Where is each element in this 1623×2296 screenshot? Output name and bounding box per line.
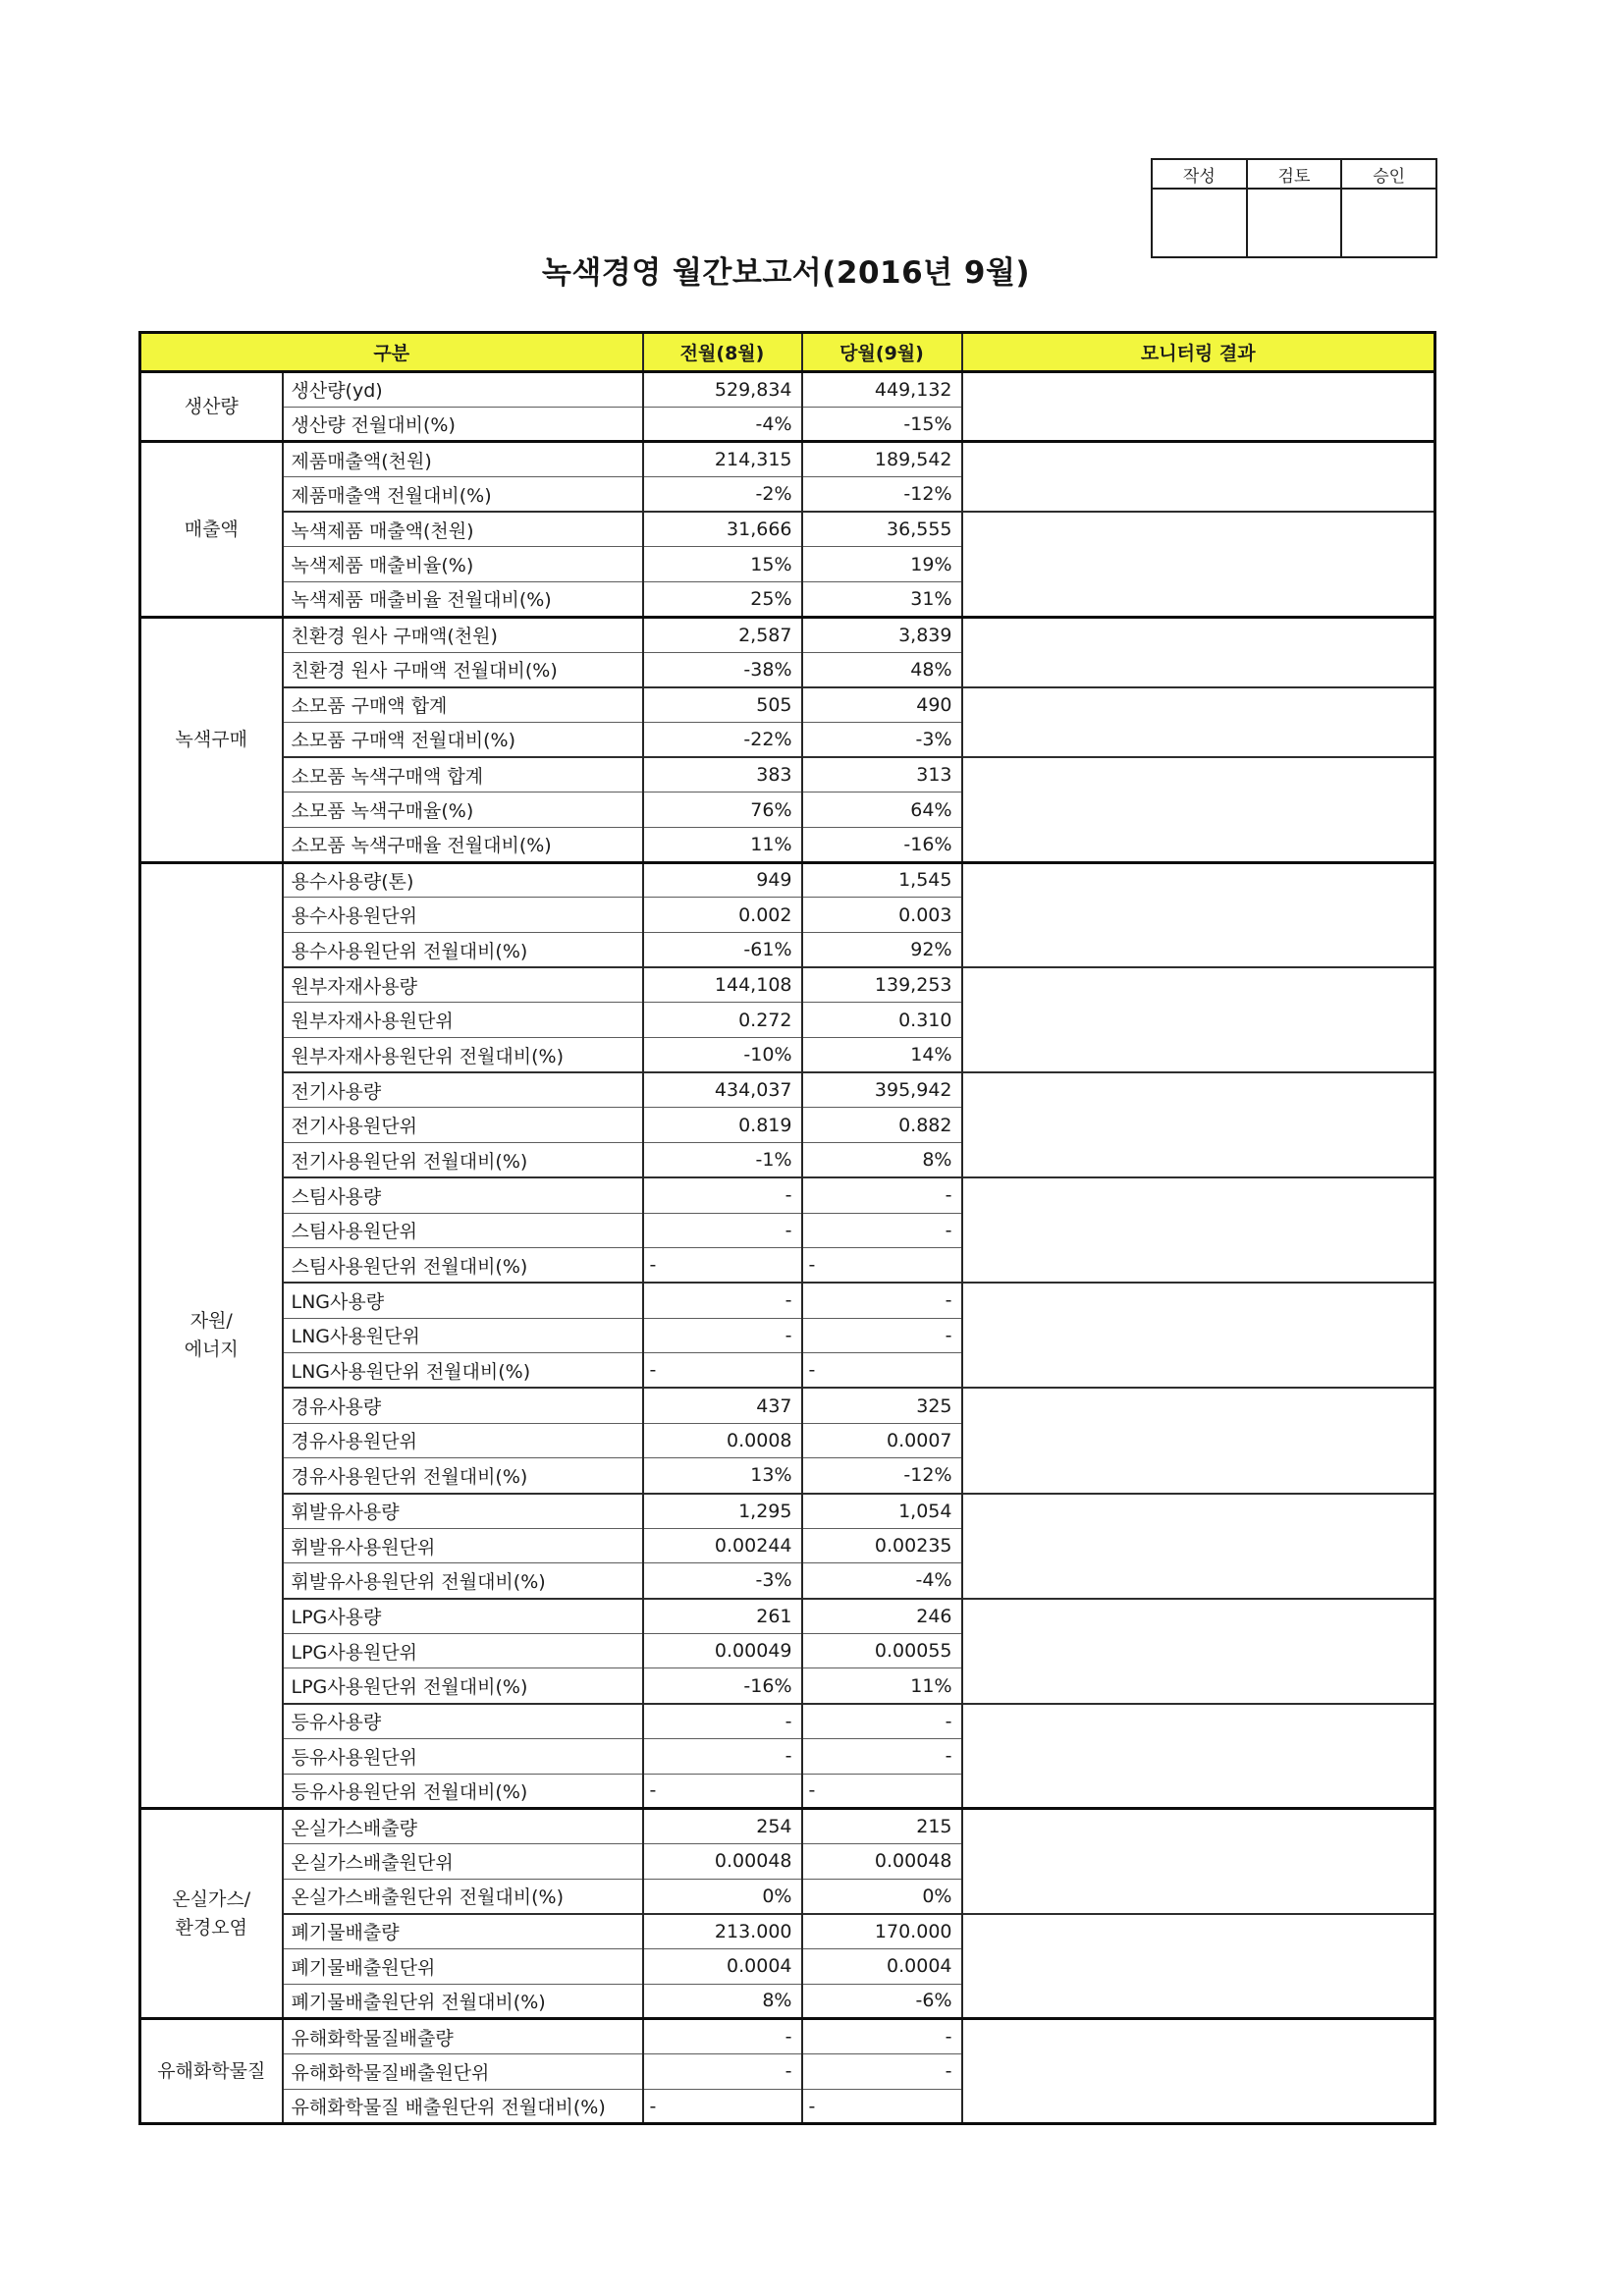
table-row: [140, 1177, 1435, 1213]
curr-month-value-cell: 36,555: [802, 512, 962, 547]
curr-month-value-cell: -: [802, 2054, 962, 2090]
prev-month-value-cell: 214,315: [643, 442, 802, 477]
prev-month-value-cell: 0%: [643, 1879, 802, 1914]
curr-month-value-cell: 48%: [802, 652, 962, 687]
header-category: 구분: [140, 333, 643, 372]
curr-month-value-cell: 0.310: [802, 1003, 962, 1038]
table-row: [140, 1599, 1435, 1634]
curr-month-value-cell: 8%: [802, 1143, 962, 1178]
curr-month-value-cell: 92%: [802, 933, 962, 968]
prev-month-value-cell: 383: [643, 757, 802, 793]
curr-month-value-cell: -12%: [802, 1458, 962, 1494]
item-label-cell: 친환경 원사 구매액 전월대비(%): [283, 652, 643, 687]
prev-month-value-cell: 144,108: [643, 967, 802, 1003]
item-label-cell: 생산량(yd): [283, 372, 643, 408]
item-label-cell: 스팀사용량: [283, 1177, 643, 1213]
table-row: [140, 1809, 1435, 1844]
item-label-cell: 원부자재사용원단위 전월대비(%): [283, 1038, 643, 1073]
item-label-cell: 스팀사용원단위: [283, 1213, 643, 1248]
approval-header-row: [1152, 159, 1436, 189]
item-label-cell: LPG사용원단위 전월대비(%): [283, 1668, 643, 1704]
monitoring-result-cell: [962, 1914, 1435, 2019]
prev-month-value-cell: 25%: [643, 582, 802, 618]
curr-month-value-cell: 1,545: [802, 862, 962, 898]
curr-month-value-cell: 139,253: [802, 967, 962, 1003]
prev-month-value-cell: 11%: [643, 827, 802, 862]
table-row: [140, 862, 1435, 898]
curr-month-value-cell: 246: [802, 1599, 962, 1634]
header-monitoring: 모니터링 결과: [962, 333, 1435, 372]
monitoring-result-cell: [962, 372, 1435, 442]
curr-month-value-cell: -: [802, 1213, 962, 1248]
monitoring-result-cell: [962, 967, 1435, 1072]
prev-month-value-cell: 31,666: [643, 512, 802, 547]
curr-month-value-cell: 0.003: [802, 898, 962, 933]
prev-month-value-cell: 529,834: [643, 372, 802, 408]
monitoring-result-cell: [962, 2019, 1435, 2124]
table-row: [140, 2019, 1435, 2054]
item-label-cell: 소모품 녹색구매율(%): [283, 793, 643, 828]
item-label-cell: 용수사용량(톤): [283, 862, 643, 898]
prev-month-value-cell: 0.002: [643, 898, 802, 933]
category-cell: 녹색구매: [140, 617, 283, 862]
item-label-cell: 폐기물배출원단위: [283, 1948, 643, 1984]
curr-month-value-cell: 325: [802, 1388, 962, 1423]
prev-month-value-cell: -61%: [643, 933, 802, 968]
item-label-cell: 녹색제품 매출비율 전월대비(%): [283, 582, 643, 618]
curr-month-value-cell: 189,542: [802, 442, 962, 477]
curr-month-value-cell: 0.882: [802, 1108, 962, 1143]
prev-month-value-cell: -4%: [643, 407, 802, 442]
approval-signoff-box: [1151, 158, 1437, 258]
monitoring-result-cell: [962, 512, 1435, 617]
prev-month-value-cell: 261: [643, 1599, 802, 1634]
item-label-cell: 소모품 녹색구매액 합계: [283, 757, 643, 793]
curr-month-value-cell: 0.0004: [802, 1948, 962, 1984]
prev-month-value-cell: -1%: [643, 1143, 802, 1178]
table-row: [140, 1914, 1435, 1949]
table-row: [140, 617, 1435, 652]
prev-month-value-cell: -16%: [643, 1668, 802, 1704]
curr-month-value-cell: 19%: [802, 547, 962, 582]
curr-month-value-cell: 313: [802, 757, 962, 793]
table-row: [140, 1283, 1435, 1318]
prev-month-value-cell: 0.00049: [643, 1633, 802, 1668]
curr-month-value-cell: -: [802, 1177, 962, 1213]
monitoring-result-cell: [962, 1494, 1435, 1599]
curr-month-value-cell: 11%: [802, 1668, 962, 1704]
prev-month-value-cell: -: [643, 1318, 802, 1353]
prev-month-value-cell: 213.000: [643, 1914, 802, 1949]
item-label-cell: LNG사용원단위 전월대비(%): [283, 1353, 643, 1389]
monitoring-result-cell: [962, 617, 1435, 686]
curr-month-value-cell: 1,054: [802, 1494, 962, 1529]
item-label-cell: LNG사용원단위: [283, 1318, 643, 1353]
report-table-body: [140, 372, 1435, 2124]
item-label-cell: 전기사용원단위 전월대비(%): [283, 1143, 643, 1178]
prev-month-value-cell: -: [643, 1704, 802, 1739]
prev-month-value-cell: -: [643, 1353, 802, 1389]
prev-month-value-cell: 1,295: [643, 1494, 802, 1529]
curr-month-value-cell: -: [802, 1353, 962, 1389]
curr-month-value-cell: 0.00235: [802, 1528, 962, 1563]
approval-col-review: 검토: [1247, 159, 1342, 189]
category-cell: 유해화학물질: [140, 2019, 283, 2124]
prev-month-value-cell: 2,587: [643, 617, 802, 652]
table-row: [140, 757, 1435, 793]
item-label-cell: 원부자재사용원단위: [283, 1003, 643, 1038]
approval-col-write: 작성: [1152, 159, 1247, 189]
curr-month-value-cell: -: [802, 2089, 962, 2124]
category-cell: 생산량: [140, 372, 283, 442]
report-table: [138, 331, 1436, 2125]
item-label-cell: LNG사용량: [283, 1283, 643, 1318]
item-label-cell: 등유사용원단위 전월대비(%): [283, 1774, 643, 1809]
item-label-cell: 제품매출액(천원): [283, 442, 643, 477]
monitoring-result-cell: [962, 862, 1435, 967]
curr-month-value-cell: -15%: [802, 407, 962, 442]
monitoring-result-cell: [962, 1599, 1435, 1704]
curr-month-value-cell: 0%: [802, 1879, 962, 1914]
table-row: [140, 967, 1435, 1003]
prev-month-value-cell: 76%: [643, 793, 802, 828]
prev-month-value-cell: 437: [643, 1388, 802, 1423]
prev-month-value-cell: 0.00048: [643, 1843, 802, 1879]
curr-month-value-cell: -: [802, 1283, 962, 1318]
item-label-cell: LPG사용량: [283, 1599, 643, 1634]
item-label-cell: 전기사용원단위: [283, 1108, 643, 1143]
item-label-cell: 온실가스배출원단위 전월대비(%): [283, 1879, 643, 1914]
prev-month-value-cell: 0.272: [643, 1003, 802, 1038]
curr-month-value-cell: -16%: [802, 827, 962, 862]
page-title: 녹색경영 월간보고서(2016년 9월): [541, 255, 1031, 291]
curr-month-value-cell: 31%: [802, 582, 962, 618]
prev-month-value-cell: -3%: [643, 1563, 802, 1599]
item-label-cell: 친환경 원사 구매액(천원): [283, 617, 643, 652]
prev-month-value-cell: -: [643, 2089, 802, 2124]
curr-month-value-cell: -: [802, 1704, 962, 1739]
item-label-cell: 등유사용량: [283, 1704, 643, 1739]
item-label-cell: 용수사용원단위 전월대비(%): [283, 933, 643, 968]
monitoring-result-cell: [962, 1283, 1435, 1388]
item-label-cell: 경유사용량: [283, 1388, 643, 1423]
prev-month-value-cell: -22%: [643, 722, 802, 757]
prev-month-value-cell: -: [643, 1177, 802, 1213]
item-label-cell: 경유사용원단위: [283, 1423, 643, 1458]
prev-month-value-cell: 505: [643, 687, 802, 723]
prev-month-value-cell: 254: [643, 1809, 802, 1844]
item-label-cell: 휘발유사용원단위 전월대비(%): [283, 1563, 643, 1599]
item-label-cell: 폐기물배출량: [283, 1914, 643, 1949]
item-label-cell: 소모품 녹색구매율 전월대비(%): [283, 827, 643, 862]
table-row: [140, 1072, 1435, 1108]
item-label-cell: 폐기물배출원단위 전월대비(%): [283, 1984, 643, 2019]
prev-month-value-cell: 15%: [643, 547, 802, 582]
prev-month-value-cell: -: [643, 1248, 802, 1284]
item-label-cell: 유해화학물질배출량: [283, 2019, 643, 2054]
curr-month-value-cell: 449,132: [802, 372, 962, 408]
curr-month-value-cell: 395,942: [802, 1072, 962, 1108]
item-label-cell: 경유사용원단위 전월대비(%): [283, 1458, 643, 1494]
header-prev-month: 전월(8월): [643, 333, 802, 372]
item-label-cell: 소모품 구매액 전월대비(%): [283, 722, 643, 757]
monitoring-result-cell: [962, 1177, 1435, 1283]
prev-month-value-cell: 0.0008: [643, 1423, 802, 1458]
curr-month-value-cell: 64%: [802, 793, 962, 828]
prev-month-value-cell: -10%: [643, 1038, 802, 1073]
prev-month-value-cell: -: [643, 1774, 802, 1809]
table-row: [140, 442, 1435, 477]
prev-month-value-cell: 0.00244: [643, 1528, 802, 1563]
table-row: [140, 1494, 1435, 1529]
prev-month-value-cell: -: [643, 2054, 802, 2090]
curr-month-value-cell: -: [802, 1318, 962, 1353]
item-label-cell: 휘발유사용량: [283, 1494, 643, 1529]
item-label-cell: 온실가스배출원단위: [283, 1843, 643, 1879]
approval-col-approve: 승인: [1341, 159, 1436, 189]
table-row: [140, 1704, 1435, 1739]
item-label-cell: 녹색제품 매출액(천원): [283, 512, 643, 547]
monitoring-result-cell: [962, 1388, 1435, 1493]
table-row: [140, 372, 1435, 408]
prev-month-value-cell: -38%: [643, 652, 802, 687]
prev-month-value-cell: 13%: [643, 1458, 802, 1494]
item-label-cell: 온실가스배출량: [283, 1809, 643, 1844]
item-label-cell: 녹색제품 매출비율(%): [283, 547, 643, 582]
item-label-cell: 용수사용원단위: [283, 898, 643, 933]
curr-month-value-cell: -6%: [802, 1984, 962, 2019]
monitoring-result-cell: [962, 757, 1435, 862]
item-label-cell: 휘발유사용원단위: [283, 1528, 643, 1563]
category-cell: 매출액: [140, 442, 283, 617]
prev-month-value-cell: -: [643, 1213, 802, 1248]
curr-month-value-cell: -: [802, 1774, 962, 1809]
category-cell: 온실가스/ 환경오염: [140, 1809, 283, 2019]
table-row: [140, 687, 1435, 723]
curr-month-value-cell: -: [802, 1738, 962, 1774]
table-row: [140, 512, 1435, 547]
item-label-cell: LPG사용원단위: [283, 1633, 643, 1668]
monitoring-result-cell: [962, 687, 1435, 757]
curr-month-value-cell: 0.00055: [802, 1633, 962, 1668]
monitoring-result-cell: [962, 442, 1435, 512]
item-label-cell: 원부자재사용량: [283, 967, 643, 1003]
prev-month-value-cell: 0.819: [643, 1108, 802, 1143]
curr-month-value-cell: 0.0007: [802, 1423, 962, 1458]
curr-month-value-cell: 215: [802, 1809, 962, 1844]
prev-month-value-cell: 0.0004: [643, 1948, 802, 1984]
monitoring-result-cell: [962, 1809, 1435, 1914]
item-label-cell: 스팀사용원단위 전월대비(%): [283, 1248, 643, 1284]
item-label-cell: 제품매출액 전월대비(%): [283, 477, 643, 513]
item-label-cell: 생산량 전월대비(%): [283, 407, 643, 442]
table-row: [140, 1388, 1435, 1423]
prev-month-value-cell: -: [643, 2019, 802, 2054]
curr-month-value-cell: -12%: [802, 477, 962, 513]
category-cell: 자원/ 에너지: [140, 862, 283, 1809]
item-label-cell: 전기사용량: [283, 1072, 643, 1108]
item-label-cell: 유해화학물질 배출원단위 전월대비(%): [283, 2089, 643, 2124]
curr-month-value-cell: 170.000: [802, 1914, 962, 1949]
item-label-cell: 소모품 구매액 합계: [283, 687, 643, 723]
curr-month-value-cell: 0.00048: [802, 1843, 962, 1879]
curr-month-value-cell: -4%: [802, 1563, 962, 1599]
prev-month-value-cell: -2%: [643, 477, 802, 513]
curr-month-value-cell: -3%: [802, 722, 962, 757]
curr-month-value-cell: 3,839: [802, 617, 962, 652]
header-curr-month: 당월(9월): [802, 333, 962, 372]
prev-month-value-cell: -: [643, 1738, 802, 1774]
curr-month-value-cell: -: [802, 2019, 962, 2054]
monitoring-result-cell: [962, 1704, 1435, 1809]
prev-month-value-cell: 949: [643, 862, 802, 898]
prev-month-value-cell: 8%: [643, 1984, 802, 2019]
prev-month-value-cell: 434,037: [643, 1072, 802, 1108]
item-label-cell: 유해화학물질배출원단위: [283, 2054, 643, 2090]
curr-month-value-cell: 490: [802, 687, 962, 723]
item-label-cell: 등유사용원단위: [283, 1738, 643, 1774]
report-header-row: [140, 333, 1435, 372]
curr-month-value-cell: 14%: [802, 1038, 962, 1073]
prev-month-value-cell: -: [643, 1283, 802, 1318]
monitoring-result-cell: [962, 1072, 1435, 1177]
curr-month-value-cell: -: [802, 1248, 962, 1284]
